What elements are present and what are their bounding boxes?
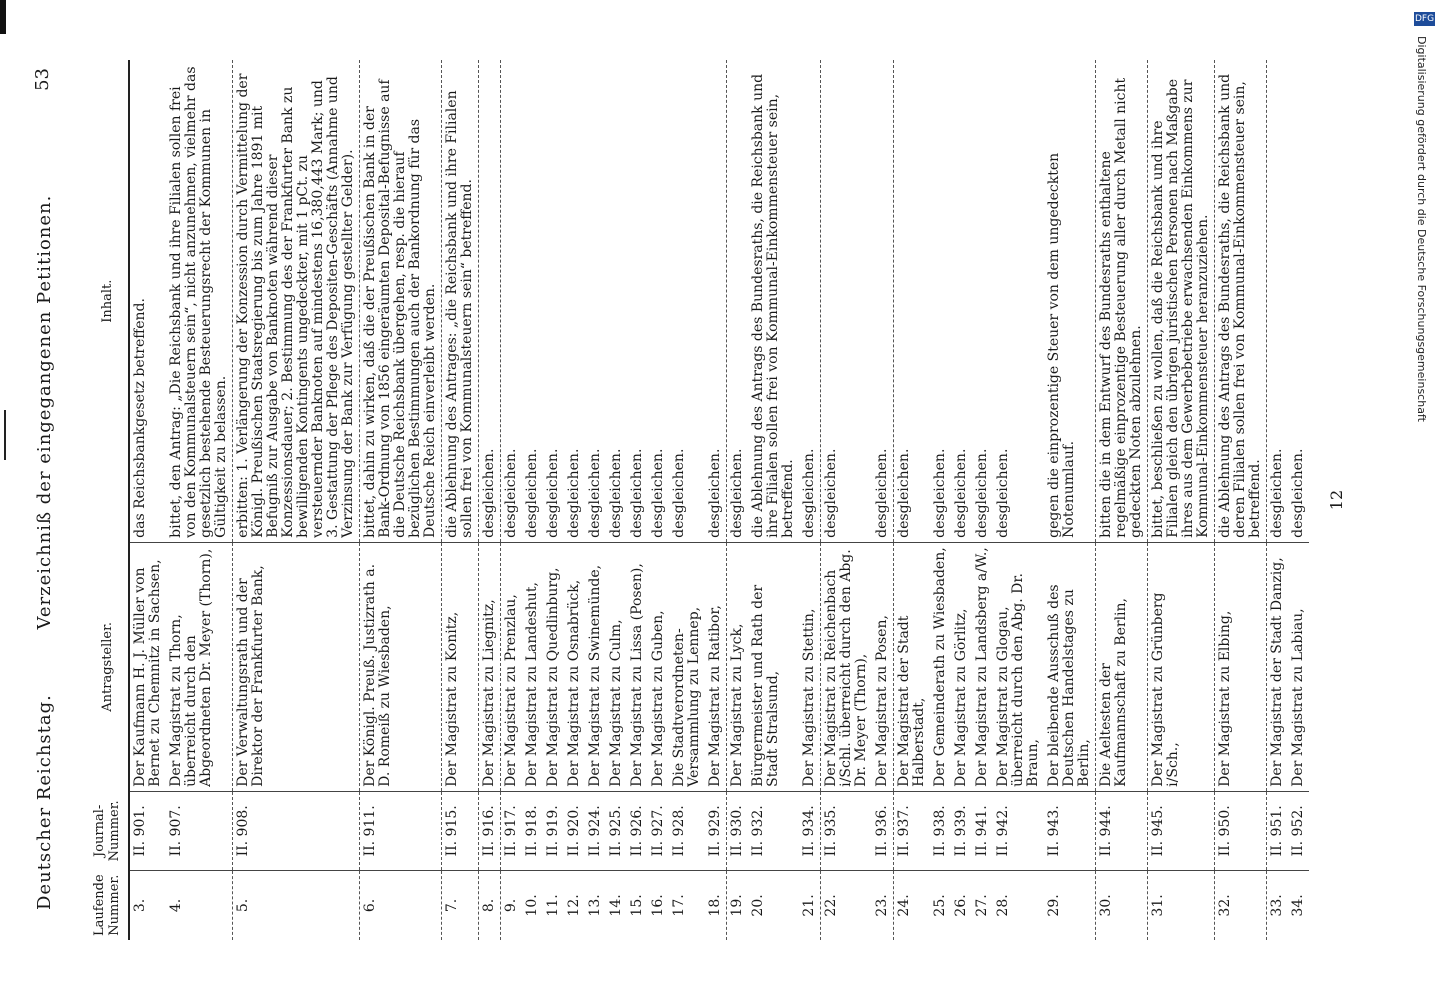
row-inhalt: desgleichen. — [650, 448, 666, 538]
row-journal: II. 929. — [705, 791, 727, 870]
table-row — [606, 60, 627, 940]
row-inhalt: die Ablehnung des Antrags des Bundesraths, die Reichsbank und deren Filialen sollen frei von Kommunal-Einkommensteuer sein, betreffend. — [1215, 60, 1267, 542]
col-antragsteller: Antragsteller. — [86, 542, 129, 791]
row-antragsteller: Der Magistrat zu Reichenbach i/Schl. überreicht durch den Abg. Dr. Meyer (Thorn), — [821, 542, 873, 791]
row-number: 32. — [1215, 870, 1267, 940]
row-number: 22. — [821, 870, 873, 940]
row-antragsteller: Der Magistrat zu Osnabrück, — [564, 542, 585, 791]
row-inhalt: bittet, beschließen zu wollen, daß die Reichsbank und ihre Filialen gleich den übrigen juristischen Personen nach Maßgabe ihres aus dem Gewerbebetriebe erwachsenden Einkommens zur Kommunal-Einkommensteuer heranzuziehen. — [1148, 60, 1215, 542]
dfg-badge: DFG — [1415, 14, 1435, 24]
row-inhalt: bittet, dahin zu wirken, daß die der Preußischen Bank in der Bank-Ordnung von 1856 eingeräumten Deposital-Befugnisse auf die Deutsche Reichsbank übergehen, resp. die hierauf bezüglichen Bestimmungen auch der Bankordnung für das Deutsche Reich einverleibt werden. — [360, 60, 442, 542]
row-journal: II. 915. — [442, 791, 479, 870]
row-number: 5. — [233, 870, 360, 940]
table-row — [627, 60, 648, 940]
row-number: 20. — [748, 870, 799, 940]
row-number: 17. — [669, 870, 705, 940]
row-inhalt: das Reichsbankgesetz betreffend. — [132, 298, 148, 538]
row-journal: II. 907. — [166, 791, 233, 870]
row-journal: II. 911. — [360, 791, 442, 870]
row-inhalt: gegen die einprozentige Steuer von dem ungedeckten Notenumlauf. — [1046, 152, 1077, 538]
row-antragsteller: Die Stadtverordneten-Versammlung zu Lennep, — [669, 542, 705, 791]
row-antragsteller: Der Königl. Preuß. Justizrath a. D. Romeiß zu Wiesbaden, — [360, 542, 442, 791]
table-row — [585, 60, 606, 940]
row-number: 33. — [1267, 870, 1289, 940]
table-row — [233, 60, 360, 940]
row-journal: II. 943. — [1044, 791, 1096, 870]
row-antragsteller: Bürgermeister und Rath der Stadt Stralsund, — [748, 542, 799, 791]
row-number: 13. — [585, 870, 606, 940]
row-journal: II. 920. — [564, 791, 585, 870]
table-row — [930, 60, 951, 940]
row-antragsteller: Der Magistrat der Stadt Halberstadt, — [894, 542, 931, 791]
row-inhalt: desgleichen. — [1267, 60, 1289, 542]
row-journal: II. 930. — [727, 791, 749, 870]
row-number: 24. — [894, 870, 931, 940]
row-journal: II. 951. — [1267, 791, 1289, 870]
table-body — [129, 60, 1309, 940]
header-left: Deutscher Reichstag. — [34, 694, 55, 910]
table-row — [972, 60, 993, 940]
row-inhalt: desgleichen. — [894, 60, 931, 542]
row-inhalt: desgleichen. — [608, 448, 624, 538]
row-number: 26. — [951, 870, 972, 940]
row-number: 19. — [727, 870, 749, 940]
row-antragsteller: Der Magistrat zu Liegnitz, — [479, 542, 501, 791]
row-journal: II. 916. — [479, 791, 501, 870]
table-row — [564, 60, 585, 940]
row-journal: II. 941. — [972, 791, 993, 870]
table-row — [648, 60, 669, 940]
row-antragsteller: Der Magistrat zu Thorn, überreicht durch den Abgeordneten Dr. Meyer (Thorn), — [166, 542, 233, 791]
row-number: 25. — [930, 870, 951, 940]
row-journal: II. 942. — [993, 791, 1044, 870]
row-inhalt: desgleichen. — [629, 448, 645, 538]
row-number: 18. — [705, 870, 727, 940]
petitions-table — [86, 60, 1309, 940]
row-antragsteller: Der Magistrat zu Konitz, — [442, 542, 479, 791]
row-antragsteller: Der Magistrat zu Grünberg i/Sch., — [1148, 542, 1215, 791]
table-row — [543, 60, 564, 940]
page-number: 53 — [32, 68, 53, 91]
row-antragsteller: Der Magistrat zu Lissa (Posen), — [627, 542, 648, 791]
document-page — [16, 20, 1416, 980]
row-inhalt: desgleichen. — [566, 448, 582, 538]
col-inhalt: Inhalt. — [86, 60, 129, 542]
row-journal: II. 945. — [1148, 791, 1215, 870]
row-journal: II. 938. — [930, 791, 951, 870]
table-row — [705, 60, 727, 940]
row-journal: II. 935. — [821, 791, 873, 870]
row-number: 12. — [564, 870, 585, 940]
row-number: 4. — [166, 870, 233, 940]
table-row — [129, 60, 166, 940]
row-inhalt: desgleichen. — [727, 60, 749, 542]
row-journal: II. 925. — [606, 791, 627, 870]
table-header-row — [86, 60, 129, 940]
table-row — [1148, 60, 1215, 940]
row-number: 10. — [522, 870, 543, 940]
row-antragsteller: Der Kaufmann H. J. Müller von Bernet zu Chemnitz in Sachsen, — [129, 542, 166, 791]
row-number: 11. — [543, 870, 564, 940]
row-journal: II. 908. — [233, 791, 360, 870]
col-journal-nummer: Journal-Nummer. — [86, 791, 129, 870]
table-row — [872, 60, 894, 940]
row-inhalt: desgleichen. — [501, 60, 523, 542]
table-row — [669, 60, 705, 940]
row-antragsteller: Der Gemeinderath zu Wiesbaden, — [930, 542, 951, 791]
row-inhalt: erbitten: 1. Verlängerung der Konzession durch Vermittelung der Königl. Preußischen Staatsregierung bis zum Jahre 1891 mit Befugniß zur Ausgabe von Banknoten während dieser Konzessionsdauer; 2. Bestimmung des der Frankfurter Bank zu bewilligenden Kontingents ungedeckter, mit 1 pCt. zu versteuernder Banknoten auf mindestens 16,380,443 Mark; und 3. Gestattung der Pflege des Depositen-Geschäfts (Annahme und Verzinsung der Bank zur Verfügung gestellter Gelder). — [233, 60, 360, 542]
table-row — [993, 60, 1044, 940]
row-number: 29. — [1044, 870, 1096, 940]
row-inhalt: desgleichen. — [801, 448, 817, 538]
row-antragsteller: Der Magistrat zu Stettin, — [799, 542, 821, 791]
row-journal: II. 939. — [951, 791, 972, 870]
row-inhalt: die Ablehnung des Antrags des Bundesraths, die Reichsbank und ihre Filialen sollen frei von Kommunal-Einkommensteuer sein, betreffend. — [750, 73, 796, 538]
row-antragsteller: Der Magistrat zu Glogau, überreicht durch den Abg. Dr. Braun, — [993, 542, 1044, 791]
row-antragsteller: Der Magistrat zu Görlitz, — [951, 542, 972, 791]
row-journal: II. 926. — [627, 791, 648, 870]
row-number: 31. — [1148, 870, 1215, 940]
table-row — [951, 60, 972, 940]
row-antragsteller: Der Magistrat zu Culm, — [606, 542, 627, 791]
row-antragsteller: Der Magistrat zu Guben, — [648, 542, 669, 791]
row-journal: II. 936. — [872, 791, 894, 870]
row-number: 7. — [442, 870, 479, 940]
row-inhalt: die Ablehnung des Antrages: „die Reichsbank und ihre Filialen sollen frei von Kommunalsteuern sein“ betreffend. — [442, 60, 479, 542]
table-row — [501, 60, 523, 940]
row-antragsteller: Der Verwaltungsrath und der Direktor der Frankfurter Bank, — [233, 542, 360, 791]
scan-edge-mark — [0, 0, 6, 34]
row-inhalt: bittet, den Antrag: „Die Reichsbank und ihre Filialen sollen frei von den Kommunalsteuern sein“, nicht anzunehmen, vielmehr das gesetzlich bestehende Besteuerungsrecht der Kommunen in Gültigkeit zu belassen. — [168, 66, 229, 538]
row-journal: II. 937. — [894, 791, 931, 870]
row-inhalt: desgleichen. — [821, 60, 873, 542]
col-laufende-nummer: Laufende Nummer. — [86, 870, 129, 940]
table-row — [748, 60, 799, 940]
header-center: Verzeichniß der eingegangenen Petitionen. — [34, 194, 55, 630]
row-inhalt: desgleichen. — [995, 448, 1011, 538]
row-inhalt: desgleichen. — [479, 60, 501, 542]
row-antragsteller: Der Magistrat zu Posen, — [872, 542, 894, 791]
row-inhalt: desgleichen. — [932, 448, 948, 538]
page-header — [34, 90, 55, 910]
row-journal: II. 919. — [543, 791, 564, 870]
row-journal: II. 918. — [522, 791, 543, 870]
row-antragsteller: Der bleibende Ausschuß des Deutschen Handelstages zu Berlin, — [1044, 542, 1096, 791]
row-antragsteller: Der Magistrat der Stadt Danzig, — [1267, 542, 1289, 791]
row-number: 9. — [501, 870, 523, 940]
row-journal: II. 932. — [748, 791, 799, 870]
row-inhalt: desgleichen. — [524, 448, 540, 538]
scan-edge-mark-2 — [4, 410, 6, 460]
table-row — [1267, 60, 1289, 940]
row-inhalt: desgleichen. — [671, 448, 687, 538]
row-number: 3. — [129, 870, 166, 940]
row-antragsteller: Die Aeltesten der Kaufmannschaft zu Berlin, — [1096, 542, 1148, 791]
row-journal: II. 927. — [648, 791, 669, 870]
row-inhalt: desgleichen. — [707, 448, 723, 538]
row-number: 8. — [479, 870, 501, 940]
table-row — [360, 60, 442, 940]
row-inhalt: desgleichen. — [974, 448, 990, 538]
row-journal: II. 944. — [1096, 791, 1148, 870]
row-number: 14. — [606, 870, 627, 940]
row-journal: II. 901. — [129, 791, 166, 870]
row-number: 23. — [872, 870, 894, 940]
row-antragsteller: Der Magistrat zu Ratibor, — [705, 542, 727, 791]
row-inhalt: desgleichen. — [874, 448, 890, 538]
row-inhalt: desgleichen. — [545, 448, 561, 538]
row-inhalt: desgleichen. — [587, 448, 603, 538]
row-number: 15. — [627, 870, 648, 940]
row-number: 30. — [1096, 870, 1148, 940]
row-number: 28. — [993, 870, 1044, 940]
table-row — [1288, 60, 1309, 940]
table-row — [727, 60, 749, 940]
row-number: 6. — [360, 870, 442, 940]
row-antragsteller: Der Magistrat zu Lyck, — [727, 542, 749, 791]
table-row — [442, 60, 479, 940]
table-row — [799, 60, 821, 940]
row-journal: II. 950. — [1215, 791, 1267, 870]
row-number: 16. — [648, 870, 669, 940]
row-antragsteller: Der Magistrat zu Landsberg a/W., — [972, 542, 993, 791]
row-journal: II. 928. — [669, 791, 705, 870]
row-number: 27. — [972, 870, 993, 940]
dfg-sidebar — [1414, 6, 1435, 996]
row-inhalt: desgleichen. — [953, 448, 969, 538]
table-row — [1096, 60, 1148, 940]
row-antragsteller: Der Magistrat zu Landeshut, — [522, 542, 543, 791]
row-inhalt: bitten die in dem Entwurf des Bundesraths enthaltene regelmäßige einprozentige Besteuerung aller durch Metall nicht gedeckten Noten abzulehnen. — [1096, 60, 1148, 542]
table-row — [894, 60, 931, 940]
table-row — [1044, 60, 1096, 940]
row-antragsteller: Der Magistrat zu Swinemünde, — [585, 542, 606, 791]
row-inhalt: desgleichen. — [1290, 448, 1306, 538]
row-journal: II. 924. — [585, 791, 606, 870]
row-antragsteller: Der Magistrat zu Labiau, — [1288, 542, 1309, 791]
table-row — [821, 60, 873, 940]
row-journal: II. 917. — [501, 791, 523, 870]
dfg-note: Digitalisierung gefördert durch die Deutsche Forschungsgemeinschaft — [1415, 36, 1428, 422]
table-row — [479, 60, 501, 940]
row-journal: II. 934. — [799, 791, 821, 870]
table-row — [1215, 60, 1267, 940]
table-row — [522, 60, 543, 940]
signature-mark: 12 — [1327, 489, 1346, 511]
row-antragsteller: Der Magistrat zu Elbing, — [1215, 542, 1267, 791]
row-antragsteller: Der Magistrat zu Quedlinburg, — [543, 542, 564, 791]
row-number: 21. — [799, 870, 821, 940]
row-journal: II. 952. — [1288, 791, 1309, 870]
table-row — [166, 60, 233, 940]
row-number: 34. — [1288, 870, 1309, 940]
row-antragsteller: Der Magistrat zu Prenzlau, — [501, 542, 523, 791]
